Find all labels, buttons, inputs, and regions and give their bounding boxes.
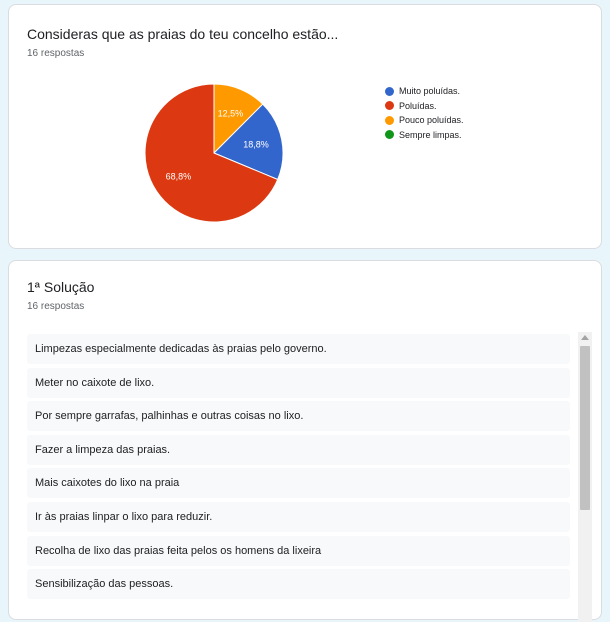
scroll-up-arrow-icon[interactable] <box>581 335 589 340</box>
response-item: Limpezas especialmente dedicadas às praias pelo governo. <box>27 334 570 364</box>
response-item: Ir às praias linpar o lixo para reduzir. <box>27 502 570 532</box>
question-card-1 <box>8 4 602 249</box>
response-count: 16 respostas <box>27 301 85 312</box>
legend-dot-icon <box>385 130 394 139</box>
question-title: Consideras que as praias do teu concelho estão... <box>27 26 339 42</box>
response-item: Por sempre garrafas, palhinhas e outras coisas no lixo. <box>27 401 570 431</box>
pie-chart <box>9 5 603 250</box>
legend-item[interactable] <box>385 128 464 143</box>
response-item: Sensibilização das pessoas. <box>27 569 570 599</box>
response-count: 16 respostas <box>27 48 85 59</box>
question-title: 1ª Solução <box>27 279 95 295</box>
scrollbar-thumb[interactable] <box>580 346 590 510</box>
chart-legend <box>385 84 464 142</box>
response-item: Fazer a limpeza das praias. <box>27 435 570 465</box>
scrollbar[interactable] <box>578 332 592 622</box>
legend-item[interactable] <box>385 84 464 99</box>
legend-dot-icon <box>385 116 394 125</box>
legend-item[interactable] <box>385 99 464 114</box>
pie-slice-label: 68,8% <box>165 171 192 182</box>
legend-dot-icon <box>385 87 394 96</box>
legend-label: Muito poluídas. <box>399 86 461 97</box>
pie-slice-label: 18,8% <box>243 139 269 150</box>
legend-label: Poluídas. <box>399 100 437 111</box>
response-list <box>27 334 570 603</box>
legend-label: Sempre limpas. <box>399 129 462 140</box>
response-item: Recolha de lixo das praias feita pelos os homens da lixeira <box>27 536 570 566</box>
response-item: Mais caixotes do lixo na praia <box>27 468 570 498</box>
legend-label: Pouco poluídas. <box>399 115 464 126</box>
pie-slice-label: 12,5% <box>217 108 244 119</box>
legend-dot-icon <box>385 101 394 110</box>
legend-item[interactable] <box>385 113 464 128</box>
question-card-2 <box>8 260 602 620</box>
response-item: Meter no caixote de lixo. <box>27 368 570 398</box>
